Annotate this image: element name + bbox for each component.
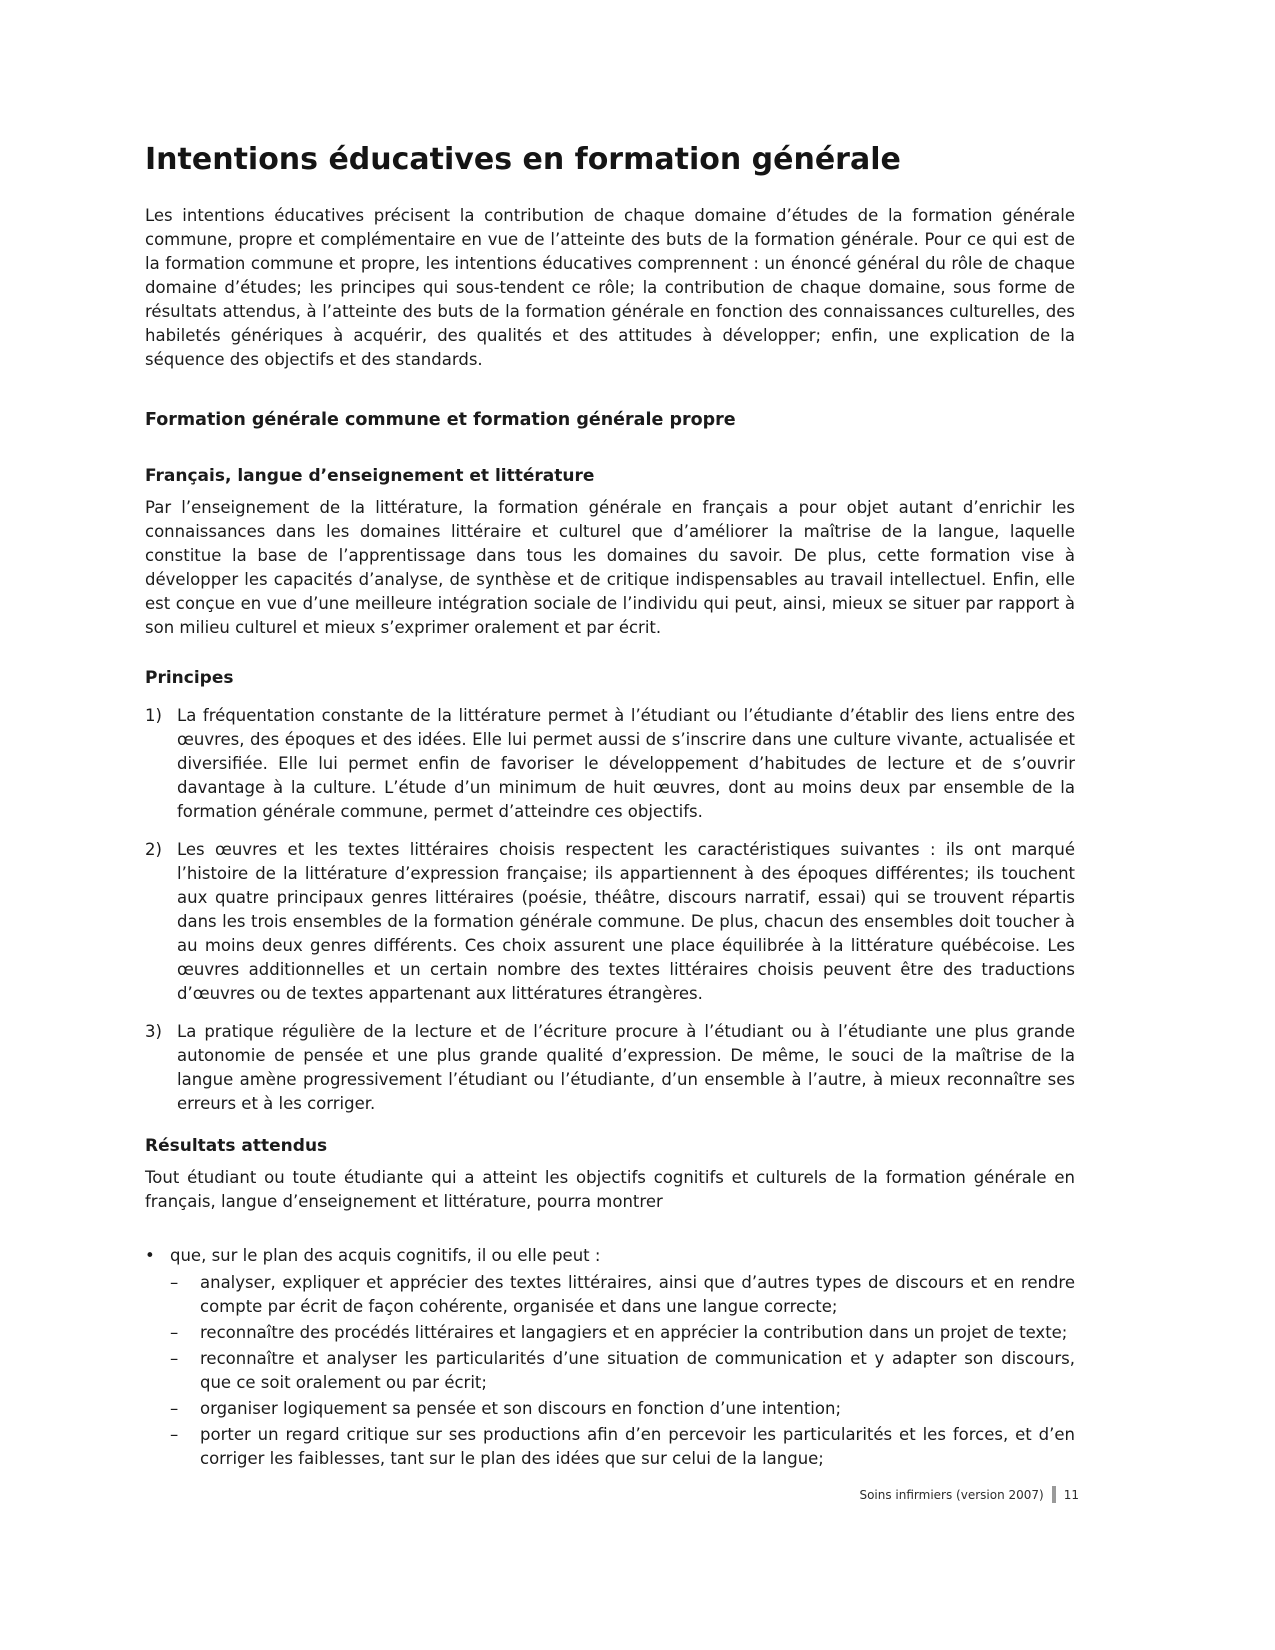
principle-number: 1)	[145, 706, 162, 725]
dash-marker: –	[170, 1323, 179, 1342]
list-item	[168, 1347, 1075, 1395]
bullet-text: que, sur le plan des acquis cognitifs, il ou elle peut :	[170, 1246, 601, 1265]
principle-number: 3)	[145, 1022, 162, 1041]
bullet-item-acquis-cognitifs	[145, 1244, 1075, 1268]
resultats-paragraph: Tout étudiant ou toute étudiante qui a atteint les objectifs cognitifs et culturels de la formation générale en français, langue d’enseignement et littérature, pourra montrer	[145, 1168, 1075, 1211]
list-item-text: organiser logiquement sa pensée et son discours en fonction d’une intention;	[200, 1399, 842, 1418]
page-footer	[859, 1486, 1079, 1503]
footer-divider	[1052, 1486, 1056, 1503]
list-item	[168, 1423, 1075, 1471]
footer-page-number: 11	[1063, 1487, 1079, 1502]
principle-text: La fréquentation constante de la littérature permet à l’étudiant ou l’étudiante d’établir des liens entre des œuvres, des époques et des idées. Elle lui permet aussi de s’inscrire dans une culture vivante, actualisée et diversifiée. Elle lui permet enfin de favoriser le développement d’habitudes de lecture et de s’ouvrir davantage à la culture. L’étude d’un minimum de huit œuvres, dont au moins deux par ensemble de la formation générale commune, permet d’atteindre ces objectifs.	[177, 706, 1075, 821]
principle-text: Les œuvres et les textes littéraires choisis respectent les caractéristiques suivantes : ils ont marqué l’histoire de la littérature d’expression française; ils appartiennent à des époques différentes; ils touchent aux quatre principaux genres littéraires (poésie, théâtre, discours narratif, essai) qui se trouvent répartis dans les trois ensembles de la formation générale commune. De plus, chacun des ensembles doit toucher à au moins deux genres différents. Ces choix assurent une place équilibrée à la littérature québécoise. Les œuvres additionnelles et un certain nombre des textes littéraires choisis peuvent être des traductions d’œuvres ou de textes appartenant aux littératures étrangères.	[177, 840, 1075, 1003]
section-heading-formation-generale: Formation générale commune et formation générale propre	[145, 410, 736, 430]
list-item	[168, 1271, 1075, 1319]
dash-marker: –	[170, 1425, 179, 1444]
list-item-text: porter un regard critique sur ses productions afin d’en percevoir les particularités et les forces, et d’en corriger les faiblesses, tant sur le plan des idées que sur celui de la langue;	[200, 1425, 1075, 1468]
list-item-text: reconnaître et analyser les particularités d’une situation de communication et y adapter son discours, que ce soit oralement ou par écrit;	[200, 1349, 1075, 1392]
dash-marker: –	[170, 1273, 179, 1292]
dash-list	[168, 1271, 1075, 1471]
footer-document-label: Soins infirmiers (version 2007)	[859, 1487, 1044, 1502]
subsection-heading-francais: Français, langue d’enseignement et littérature	[145, 466, 595, 486]
page-title: Intentions éducatives en formation générale	[145, 142, 901, 177]
principle-item-1	[145, 704, 1075, 824]
bullet-marker: •	[145, 1246, 155, 1265]
principle-number: 2)	[145, 840, 162, 859]
francais-paragraph: Par l’enseignement de la littérature, la formation générale en français a pour objet autant d’enrichir les connaissances dans les domaines littéraire et culturel que d’améliorer la maîtrise de la langue, laquelle constitue la base de l’apprentissage dans tous les domaines du savoir. De plus, cette formation vise à développer les capacités d’analyse, de synthèse et de critique indispensables au travail intellectuel. Enfin, elle est conçue en vue d’une meilleure intégration sociale de l’individu qui peut, ainsi, mieux se situer par rapport à son milieu culturel et mieux s’exprimer oralement et par écrit.	[145, 498, 1075, 637]
subsection-heading-principes: Principes	[145, 668, 234, 688]
principle-item-2	[145, 838, 1075, 1006]
list-item	[168, 1397, 1075, 1421]
list-item-text: reconnaître des procédés littéraires et langagiers et en apprécier la contribution dans un projet de texte;	[200, 1323, 1068, 1342]
dash-marker: –	[170, 1349, 179, 1368]
list-item-text: analyser, expliquer et apprécier des textes littéraires, ainsi que d’autres types de discours et en rendre compte par écrit de façon cohérente, organisée et dans une langue correcte;	[200, 1273, 1075, 1316]
principle-item-3	[145, 1020, 1075, 1116]
dash-marker: –	[170, 1399, 179, 1418]
list-item	[168, 1321, 1075, 1345]
subsection-heading-resultats: Résultats attendus	[145, 1136, 328, 1156]
principle-text: La pratique régulière de la lecture et de l’écriture procure à l’étudiant ou à l’étudiante une plus grande autonomie de pensée et une plus grande qualité d’expression. De même, le souci de la maîtrise de la langue amène progressivement l’étudiant ou l’étudiante, d’un ensemble à l’autre, à mieux reconnaître ses erreurs et à les corriger.	[177, 1022, 1075, 1113]
intro-paragraph: Les intentions éducatives précisent la contribution de chaque domaine d’études de la formation générale commune, propre et complémentaire en vue de l’atteinte des buts de la formation générale. Pour ce qui est de la formation commune et propre, les intentions éducatives comprennent : un énoncé général du rôle de chaque domaine d’études; les principes qui sous-tendent ce rôle; la contribution de chaque domaine, sous forme de résultats attendus, à l’atteinte des buts de la formation générale en fonction des connaissances culturelles, des habiletés génériques à acquérir, des qualités et des attitudes à développer; enfin, une explication de la séquence des objectifs et des standards.	[145, 206, 1075, 369]
